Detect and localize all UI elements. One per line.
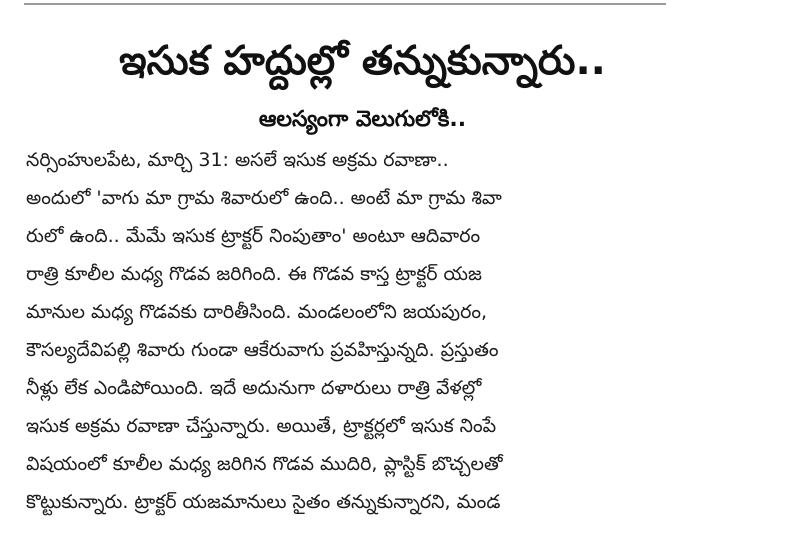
article-line: నర్సింహులపేట, మార్చి 31: అసలే ఇసుక అక్రమ రవాణా.. bbox=[26, 149, 449, 171]
article-subheadline: ఆలస్యంగా వెలుగులోకి.. bbox=[258, 107, 467, 132]
top-divider bbox=[24, 3, 666, 5]
article-line: విషయంలో కూలీల మధ్య జరిగిన గొడవ ముదిరి, ప్లాస్టిక్ బొచ్చలతో bbox=[26, 453, 503, 475]
article-line: మానుల మధ్య గొడవకు దారితీసింది. మండలంలోని జయపురం, bbox=[26, 301, 488, 323]
article-headline: ఇసుక హద్దుల్లో తన్నుకున్నారు.. bbox=[119, 38, 606, 84]
article-line: కొట్టుకున్నారు. ట్రాక్టర్ యజమానులు సైతం తన్నుకున్నారని, మండ bbox=[26, 491, 501, 513]
article-body bbox=[26, 141, 686, 521]
article-line: రాత్రి కూలీల మధ్య గొడవ జరిగింది. ఈ గొడవ కాస్త ట్రాక్టర్ యజ bbox=[26, 263, 482, 285]
article-line: నీళ్లు లేక ఎండిపోయింది. ఇదే అదునుగా దళారులు రాత్రి వేళల్లో bbox=[26, 377, 482, 399]
article-line: అందులో 'వాగు మా గ్రామ శివారులో ఉంది.. అంటే మా గ్రామ శివా bbox=[26, 187, 502, 209]
article-line: రులో ఉంది.. మేమే ఇసుక ట్రాక్టర్ నింపుతాం' అంటూ ఆదివారం bbox=[26, 225, 481, 247]
article-line: కౌసల్యదేవిపల్లి శివారు గుండా ఆకేరువాగు ప్రవహిస్తున్నది. ప్రస్తుతం bbox=[26, 339, 499, 361]
article-line: ఇసుక అక్రమ రవాణా చేస్తున్నారు. అయితే, ట్రాక్టర్లలో ఇసుక నింపే bbox=[26, 415, 497, 437]
